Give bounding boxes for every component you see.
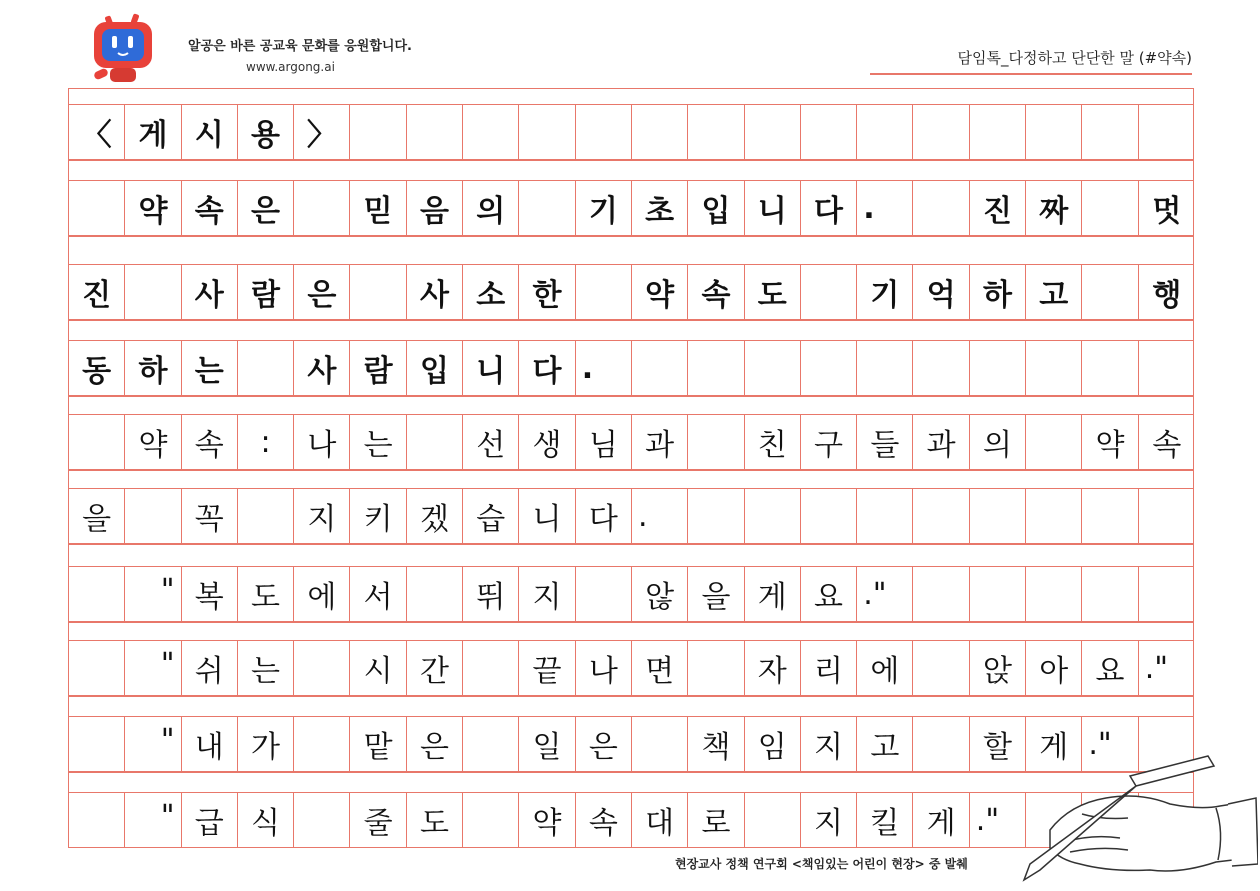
grid-cell — [1026, 105, 1082, 159]
grid-cell: 진 — [970, 181, 1026, 235]
grid-cell: 〉 — [294, 105, 350, 159]
grid-cell: . — [857, 181, 913, 235]
footer-credit: 현장교사 정책 연구회 <책임있는 어린이 현장> 중 발췌 — [675, 857, 968, 871]
grid-cell: 고 — [857, 717, 913, 771]
website-url: www.argong.ai — [246, 60, 335, 74]
grid-cell: 의 — [970, 415, 1026, 469]
grid-cell — [407, 415, 463, 469]
grid-cell: 속 — [1152, 428, 1182, 463]
grid-cell: 소 — [463, 265, 519, 319]
grid-cell: 요 — [1082, 641, 1138, 695]
grid-cell — [632, 341, 688, 395]
grid-cell — [69, 641, 125, 695]
grid-cell: 식 — [238, 793, 294, 847]
grid-cell: 짜 — [1026, 181, 1082, 235]
grid-cell: 도 — [238, 567, 294, 621]
grid-cell: " — [125, 793, 181, 847]
grid-cell: 용 — [238, 105, 294, 159]
grid-cell: 니 — [519, 489, 575, 543]
grid-cell: 을 — [688, 567, 744, 621]
grid-cell: 음 — [407, 181, 463, 235]
grid-cell: 님 — [576, 415, 632, 469]
grid-cell: 서 — [351, 567, 407, 621]
grid-cell — [125, 265, 181, 319]
grid-cell — [914, 641, 970, 695]
grid-cell — [69, 567, 125, 621]
grid-cell: 고 — [1026, 265, 1082, 319]
grid-cell — [745, 341, 801, 395]
grid-cell — [745, 105, 801, 159]
grid-cell — [1026, 489, 1082, 543]
spacer-band — [68, 622, 1194, 641]
grid-cell: 과 — [914, 415, 970, 469]
grid-cell: 면 — [632, 641, 688, 695]
grid-cell: 지 — [294, 489, 350, 543]
grid-cell: 아 — [1026, 641, 1082, 695]
grid-cell — [69, 181, 125, 235]
grid-cell: 은 — [407, 717, 463, 771]
grid-cell — [294, 181, 350, 235]
grid-cell: ." — [1082, 717, 1138, 771]
grid-cell — [463, 717, 519, 771]
grid-cell: 다 — [576, 489, 632, 543]
grid-cell: 에 — [857, 641, 913, 695]
grid-cell — [914, 105, 970, 159]
grid-row — [68, 414, 1194, 470]
grid-cell: 람 — [238, 265, 294, 319]
grid-cell — [1026, 341, 1082, 395]
grid-cell — [238, 341, 294, 395]
grid-cell: 속 — [182, 415, 238, 469]
grid-cell: 초 — [632, 181, 688, 235]
grid-cell: 할 — [970, 717, 1026, 771]
grid-cell — [745, 489, 801, 543]
grid-cell: 습 — [463, 489, 519, 543]
grid-cell: 친 — [745, 415, 801, 469]
hand-writing-pen-icon — [1010, 752, 1258, 887]
grid-cell — [294, 717, 350, 771]
grid-cell: 지 — [519, 567, 575, 621]
grid-cell — [351, 265, 407, 319]
grid-cell — [970, 489, 1026, 543]
grid-cell: 도 — [407, 793, 463, 847]
grid-cell: 게 — [125, 105, 181, 159]
grid-cell: 입 — [407, 341, 463, 395]
grid-cell: 약 — [632, 265, 688, 319]
grid-cell: 속 — [182, 181, 238, 235]
grid-cell — [801, 265, 857, 319]
grid-cell: 약 — [1082, 415, 1138, 469]
grid-cell: 시 — [351, 641, 407, 695]
grid-cell: 꼭 — [182, 489, 238, 543]
grid-cell: 지 — [801, 717, 857, 771]
grid-cell: 는 — [351, 415, 407, 469]
grid-cell — [1082, 341, 1138, 395]
grid-cell — [576, 567, 632, 621]
grid-cell: 로 — [688, 793, 744, 847]
grid-cell — [857, 341, 913, 395]
grid-cell: : — [238, 415, 294, 469]
grid-cell — [519, 181, 575, 235]
grid-cell — [1082, 105, 1138, 159]
grid-row — [68, 180, 1194, 236]
grid-cell: 맡 — [351, 717, 407, 771]
grid-cell: ." — [970, 793, 1026, 847]
grid-row — [68, 340, 1194, 396]
spacer-band — [68, 544, 1194, 567]
grid-cell — [801, 489, 857, 543]
grid-cell — [914, 717, 970, 771]
grid-cell: 게 — [745, 567, 801, 621]
grid-cell: " — [125, 717, 181, 771]
grid-cell — [1139, 489, 1195, 543]
grid-cell — [69, 793, 125, 847]
grid-row — [68, 640, 1194, 696]
grid-cell — [688, 641, 744, 695]
grid-cell: 억 — [914, 265, 970, 319]
grid-cell — [1082, 265, 1138, 319]
spacer-band — [68, 236, 1194, 265]
grid-cell: . — [576, 341, 632, 395]
grid-cell — [914, 489, 970, 543]
grid-cell: 겠 — [407, 489, 463, 543]
grid-cell — [351, 105, 407, 159]
grid-cell: 에 — [294, 567, 350, 621]
grid-cell: 시 — [182, 105, 238, 159]
grid-cell: 진 — [69, 265, 125, 319]
grid-cell: 사 — [294, 341, 350, 395]
grid-cell — [294, 641, 350, 695]
slogan-text: 알공은 바른 공교육 문화를 응원합니다. — [188, 39, 412, 54]
spacer-band — [68, 88, 1194, 105]
grid-cell — [1082, 489, 1138, 543]
grid-cell: 을 — [69, 489, 125, 543]
grid-cell: " — [125, 641, 181, 695]
grid-cell: 생 — [519, 415, 575, 469]
grid-cell — [914, 181, 970, 235]
grid-cell — [1026, 415, 1082, 469]
grid-cell: 행 — [1152, 278, 1182, 313]
grid-cell: 은 — [576, 717, 632, 771]
grid-cell — [463, 793, 519, 847]
grid-row — [68, 104, 1194, 160]
grid-cell: 의 — [463, 181, 519, 235]
grid-cell: 선 — [463, 415, 519, 469]
grid-cell — [407, 567, 463, 621]
grid-cell — [688, 489, 744, 543]
grid-cell — [914, 341, 970, 395]
grid-cell: 구 — [801, 415, 857, 469]
grid-cell: 복 — [182, 567, 238, 621]
grid-cell — [688, 341, 744, 395]
grid-cell: 쉬 — [182, 641, 238, 695]
grid-cell: 〈 — [69, 105, 125, 159]
grid-cell: 대 — [632, 793, 688, 847]
grid-cell — [238, 489, 294, 543]
grid-cell — [970, 341, 1026, 395]
grid-cell — [1026, 567, 1082, 621]
grid-cell — [688, 415, 744, 469]
spacer-band — [68, 320, 1194, 341]
grid-cell: 는 — [182, 341, 238, 395]
grid-cell: 입 — [688, 181, 744, 235]
grid-cell: 하 — [125, 341, 181, 395]
grid-cell: ." — [857, 567, 913, 621]
grid-cell — [1139, 105, 1195, 159]
grid-cell: 들 — [857, 415, 913, 469]
grid-cell: . — [632, 489, 688, 543]
grid-cell — [970, 567, 1026, 621]
grid-cell: 키 — [351, 489, 407, 543]
grid-cell: 기 — [857, 265, 913, 319]
grid-row — [68, 488, 1194, 544]
grid-cell: 사 — [407, 265, 463, 319]
grid-cell: 과 — [632, 415, 688, 469]
grid-cell — [576, 105, 632, 159]
grid-cell — [463, 641, 519, 695]
grid-cell — [1082, 181, 1138, 235]
grid-cell — [857, 105, 913, 159]
grid-cell: 은 — [238, 181, 294, 235]
grid-cell — [294, 793, 350, 847]
spacer-band — [68, 160, 1194, 181]
grid-cell: 게 — [914, 793, 970, 847]
grid-cell: 리 — [801, 641, 857, 695]
grid-cell: 내 — [182, 717, 238, 771]
grid-cell: 니 — [745, 181, 801, 235]
grid-cell — [463, 105, 519, 159]
grid-cell — [857, 489, 913, 543]
grid-cell: 약 — [519, 793, 575, 847]
grid-cell — [69, 415, 125, 469]
grid-cell: 나 — [294, 415, 350, 469]
grid-cell: 사 — [182, 265, 238, 319]
grid-cell — [801, 341, 857, 395]
grid-cell: 은 — [294, 265, 350, 319]
grid-cell — [519, 105, 575, 159]
grid-cell — [745, 793, 801, 847]
grid-cell — [1139, 341, 1195, 395]
grid-cell: 임 — [745, 717, 801, 771]
grid-cell — [1082, 567, 1138, 621]
grid-cell: ." — [1144, 650, 1169, 686]
grid-cell: 자 — [745, 641, 801, 695]
grid-cell: 약 — [125, 415, 181, 469]
grid-cell: 다 — [801, 181, 857, 235]
grid-cell: 는 — [238, 641, 294, 695]
grid-cell: 나 — [576, 641, 632, 695]
grid-cell: 가 — [238, 717, 294, 771]
grid-row — [68, 264, 1194, 320]
grid-cell: 일 — [519, 717, 575, 771]
grid-cell: 믿 — [351, 181, 407, 235]
grid-cell — [970, 105, 1026, 159]
spacer-band — [68, 470, 1194, 489]
grid-cell: 간 — [407, 641, 463, 695]
grid-cell: 기 — [576, 181, 632, 235]
grid-row — [68, 566, 1194, 622]
grid-cell: 요 — [801, 567, 857, 621]
grid-cell: 동 — [69, 341, 125, 395]
grid-cell: 한 — [519, 265, 575, 319]
grid-cell — [69, 717, 125, 771]
grid-cell — [576, 265, 632, 319]
spacer-band — [68, 696, 1194, 717]
grid-cell: 않 — [632, 567, 688, 621]
grid-cell: 급 — [182, 793, 238, 847]
spacer-band — [68, 396, 1194, 415]
grid-cell: 약 — [125, 181, 181, 235]
grid-cell: 뛰 — [463, 567, 519, 621]
grid-cell — [1139, 567, 1195, 621]
grid-cell: 다 — [519, 341, 575, 395]
grid-cell: 도 — [745, 265, 801, 319]
grid-cell — [632, 105, 688, 159]
grid-cell: 니 — [463, 341, 519, 395]
grid-cell — [801, 105, 857, 159]
grid-cell: 멋 — [1152, 194, 1182, 229]
grid-cell: 게 — [1026, 717, 1082, 771]
grid-cell: 속 — [688, 265, 744, 319]
grid-cell: 속 — [576, 793, 632, 847]
grid-cell: 줄 — [351, 793, 407, 847]
grid-cell: 하 — [970, 265, 1026, 319]
grid-cell: 람 — [351, 341, 407, 395]
grid-cell: 지 — [801, 793, 857, 847]
grid-cell: 끝 — [519, 641, 575, 695]
page-title: 담임톡_다정하고 단단한 말 (#약속) — [870, 47, 1192, 75]
grid-cell — [125, 489, 181, 543]
grid-cell: 킬 — [857, 793, 913, 847]
grid-cell: " — [125, 567, 181, 621]
grid-cell — [407, 105, 463, 159]
grid-cell — [914, 567, 970, 621]
grid-cell: 책 — [688, 717, 744, 771]
grid-cell: 앉 — [970, 641, 1026, 695]
grid-cell — [688, 105, 744, 159]
grid-cell — [632, 717, 688, 771]
